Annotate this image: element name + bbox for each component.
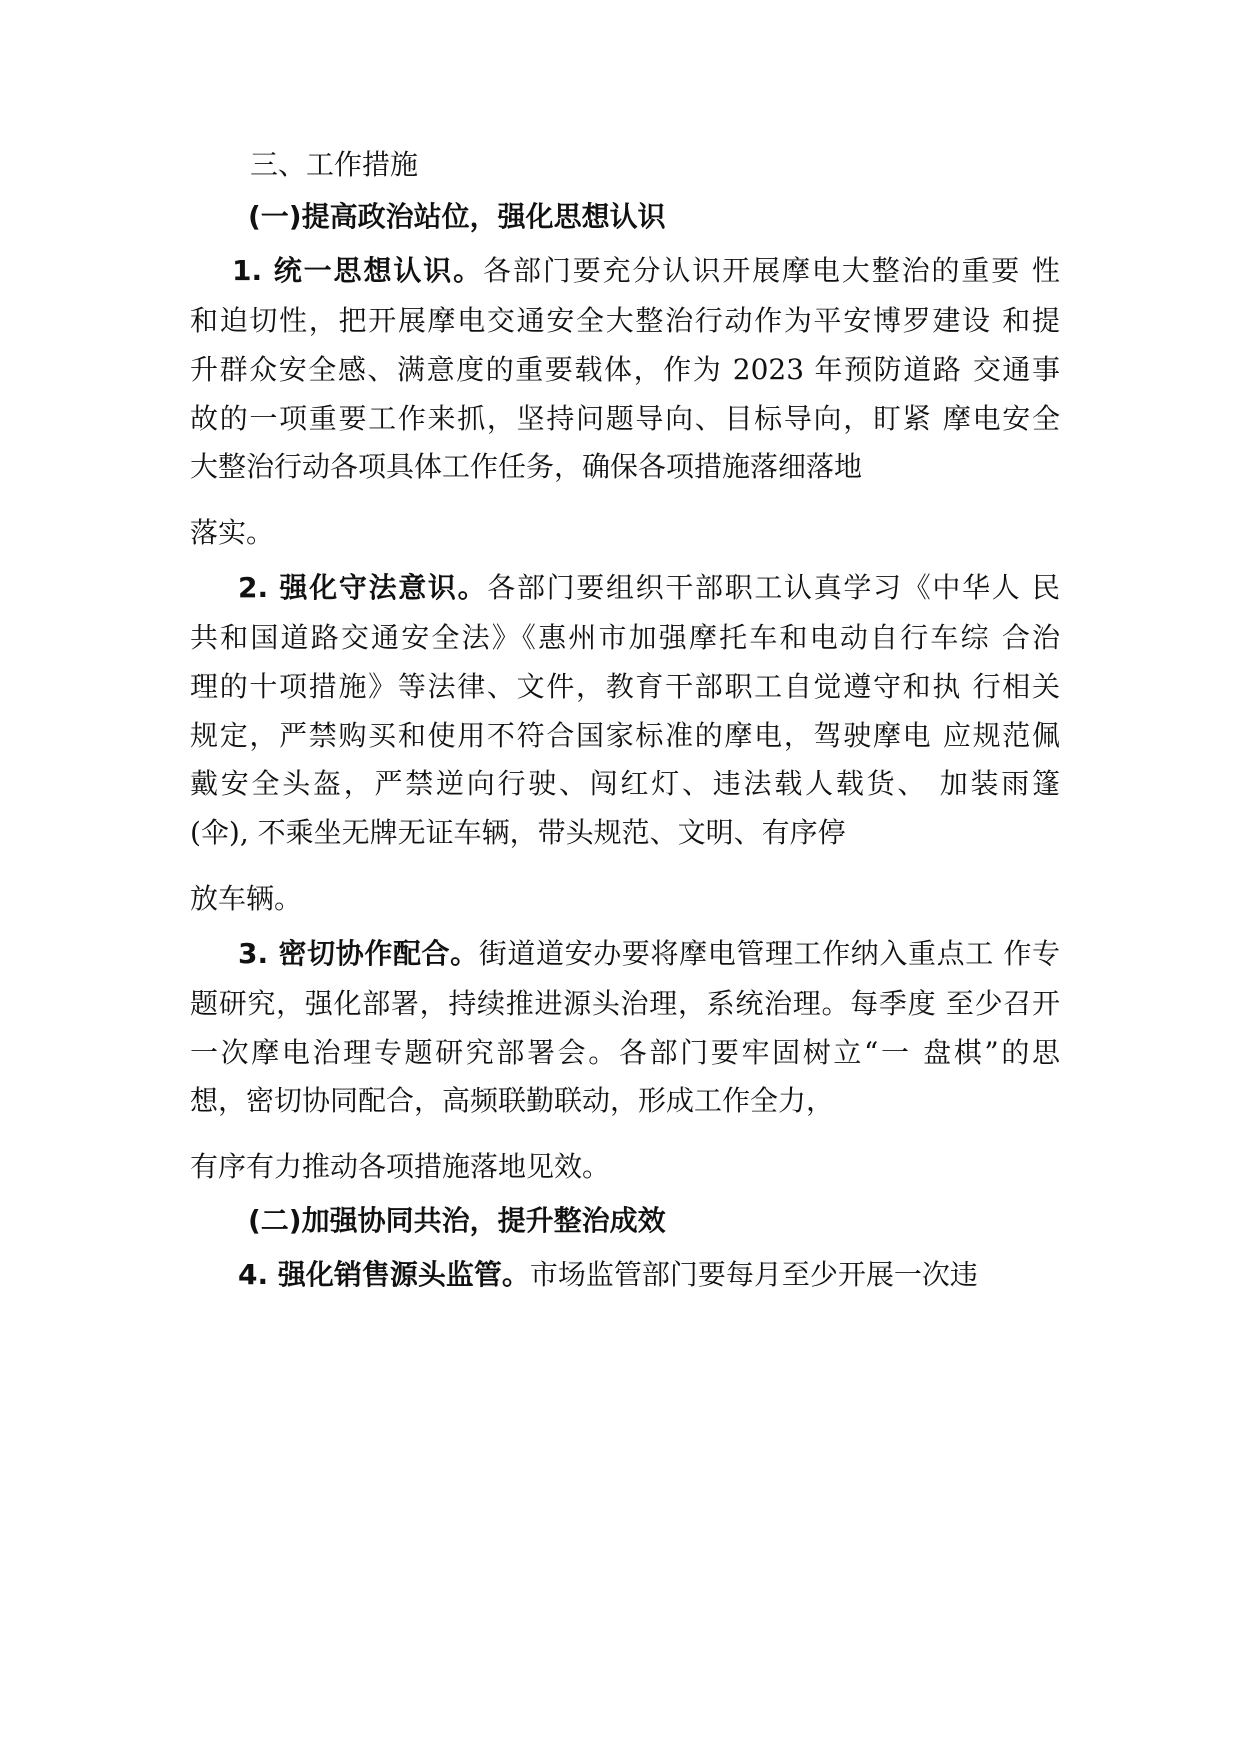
item-1-line-5: 落实。: [190, 516, 275, 549]
item-2-line-3: 规定，严禁购买和使用不符合国家标准的摩电，驾驶摩电 应规范佩: [190, 719, 1060, 752]
item-1-line-1: 和迫切性，把开展摩电交通安全大整治行动作为平安博罗建设 和提: [190, 304, 1060, 337]
subsection-2-heading: (二)加强协同共治，提升整治成效: [248, 1204, 666, 1237]
item-4-lead: 4. 强化销售源头监管。: [238, 1258, 530, 1291]
subsection-1-heading: (一)提高政治站位，强化思想认识: [248, 200, 666, 233]
item-3-line-4: 有序有力推动各项措施落地见效。: [190, 1150, 611, 1183]
item-1-line-3: 故的一项重要工作来抓，坚持问题导向、目标导向，盯紧 摩电安全: [190, 402, 1060, 435]
item-1-line-2: 升群众安全感、满意度的重要载体，作为 2023 年预防道路 交通事: [190, 353, 1060, 386]
item-3-line-0: 街道道安办要将摩电管理工作纳入重点工 作专: [478, 937, 1060, 970]
item-3-lead: 3. 密切协作配合。: [238, 937, 479, 970]
item-2-lead: 2. 强化守法意识。: [238, 571, 488, 604]
item-3-line-2: 一次摩电治理专题研究部署会。各部门要牢固树立“一 盘棋”的思: [190, 1036, 1060, 1069]
item-2-line-0: 各部门要组织干部职工认真学习《中华人 民: [487, 571, 1061, 604]
item-3-line-1: 题研究，强化部署，持续推进源头治理，系统治理。每季度 至少召开: [190, 987, 1060, 1020]
item-4-line-0: 市场监管部门要每月至少开展一次违: [529, 1258, 978, 1291]
item-2-line-6: 放车辆。: [190, 882, 303, 915]
item-1-line-4: 大整治行动各项具体工作任务，确保各项措施落细落地: [190, 450, 863, 483]
item-2-line-4: 戴安全头盔，严禁逆向行驶、闯红灯、违法载人载货、 加装雨篷: [190, 767, 1060, 800]
item-4-first-line: [238, 1255, 978, 1295]
section-heading: 三、工作措施: [250, 148, 419, 181]
item-1-first-line: [232, 251, 1060, 291]
item-2-line-2: 理的十项措施》等法律、文件，教育干部职工自觉遵守和执 行相关: [190, 670, 1060, 703]
item-2-line-5: (伞), 不乘坐无牌无证车辆，带头规范、文明、有序停: [190, 816, 846, 849]
item-2-line-1: 共和国道路交通安全法》《惠州市加强摩托车和电动自行车综 合治: [190, 621, 1060, 654]
item-1-lead: 1. 统一思想认识。: [232, 254, 484, 287]
item-3-line-3: 想，密切协同配合，高频联勤联动，形成工作全力，: [190, 1084, 835, 1117]
item-1-line-0: 各部门要充分认识开展摩电大整治的重要 性: [483, 254, 1060, 287]
item-2-first-line: [238, 568, 1060, 608]
item-3-first-line: [238, 934, 1060, 974]
